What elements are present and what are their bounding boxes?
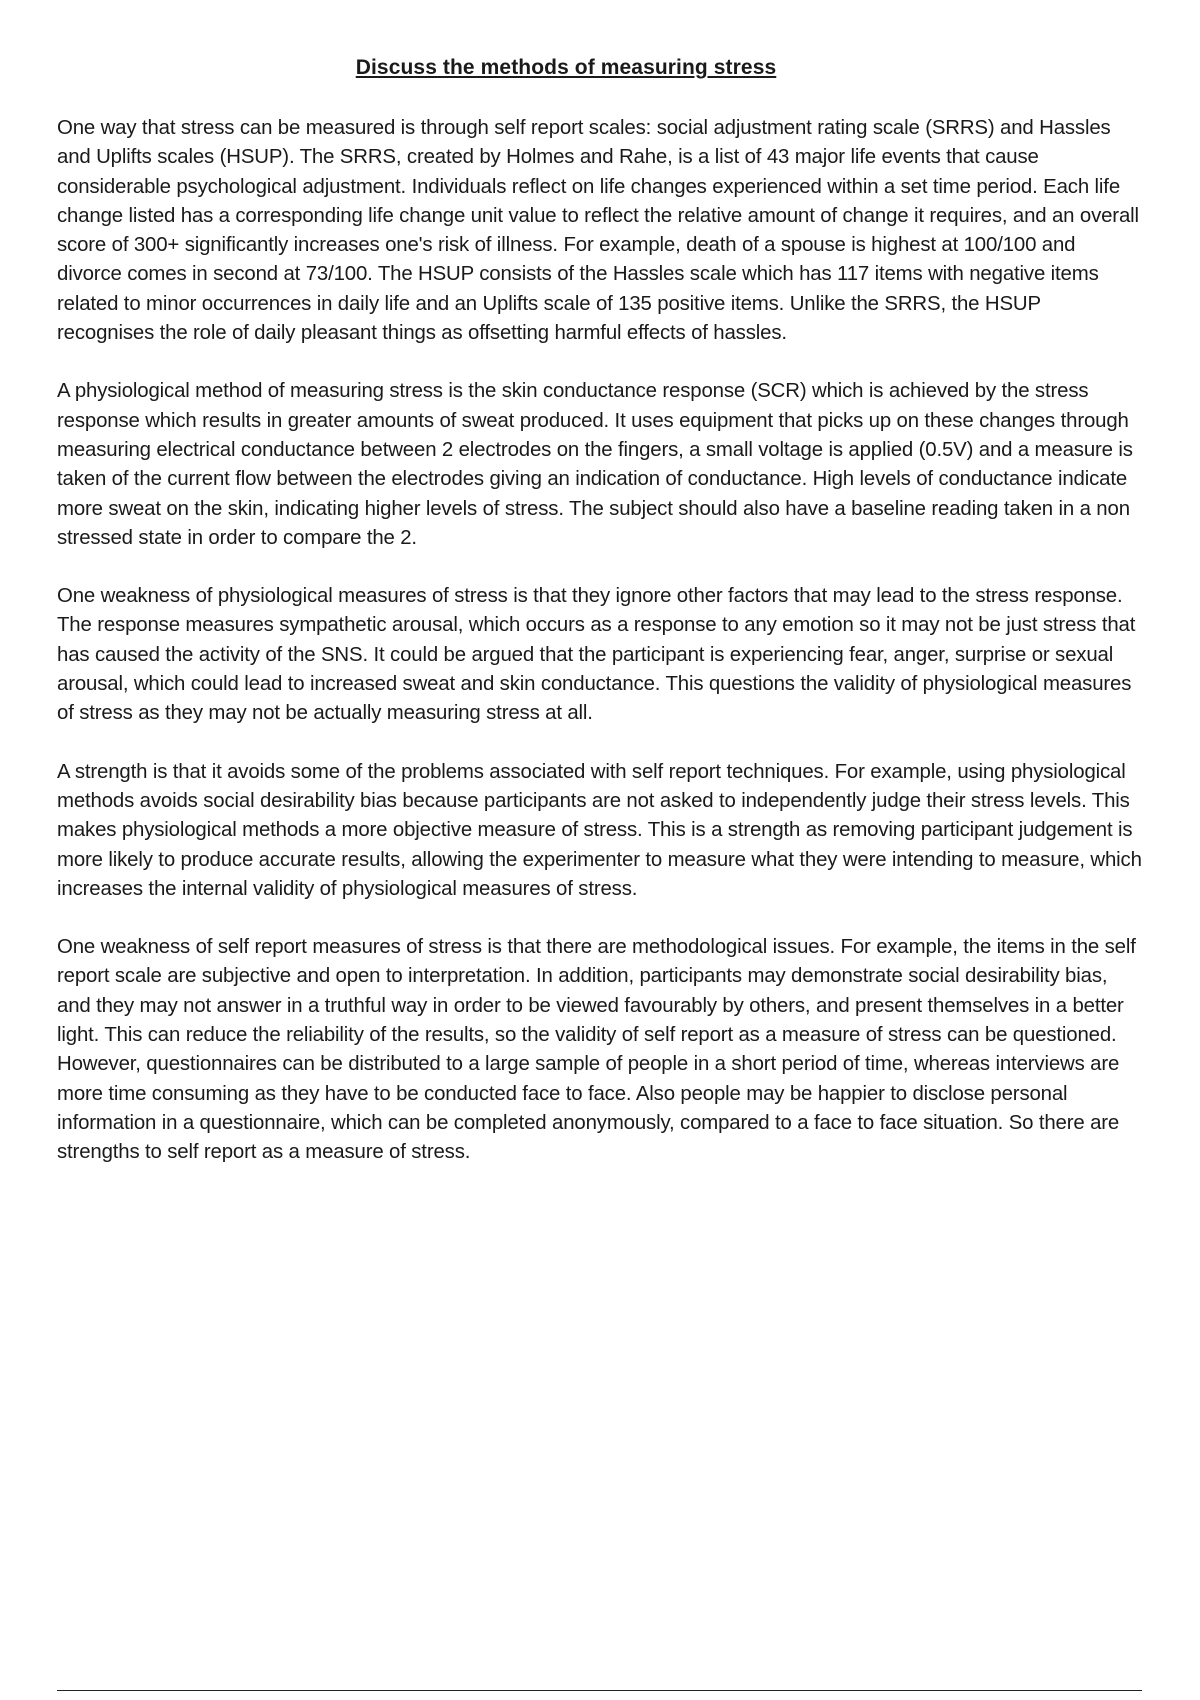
footer-divider (57, 1690, 1142, 1691)
paragraph-skin-conductance: A physiological method of measuring stress is the skin conductance response (SCR) which is achieved by the stress response which results in greater amounts of sweat produced. It uses equipment that picks up on these changes through measuring electrical conductance between 2 electrodes on the fingers, a small voltage is applied (0.5V) and a measure is taken of the current flow between the electrodes giving an indication of conductance. High levels of conductance indicate more sweat on the skin, indicating higher levels of stress. The subject should also have a baseline reading taken in a non stressed state in order to compare the 2. (57, 380, 1133, 549)
paragraph-self-report-weakness: One weakness of self report measures of stress is that there are methodological issues. For example, the items in the self report scale are subjective and open to interpretation. In addition, participants may demonstrate social desirability bias, and they may not answer in a truthful way in order to be viewed favourably by others, and present themselves in a better light. This can reduce the reliability of the results, so the validity of self report as a measure of stress can be questioned. However, questionnaires can be distributed to a large sample of people in a short period of time, whereas interviews are more time consuming as they have to be conducted face to face. Also people may be happier to disclose personal information in a questionnaire, which can be completed anonymously, compared to a face to face situation. So there are strengths to self report as a measure of stress. (57, 936, 1136, 1164)
document-title: Discuss the methods of measuring stress (355, 56, 777, 79)
document-body (57, 114, 1142, 1197)
paragraph-physiological-weakness: One weakness of physiological measures of stress is that they ignore other factors that may lead to the stress response. The response measures sympathetic arousal, which occurs as a response to any emotion so it may not be just stress that has caused the activity of the SNS. It could be argued that the participant is experiencing fear, anger, surprise or sexual arousal, which could lead to increased sweat and skin conductance. This questions the validity of physiological measures of stress as they may not be actually measuring stress at all. (57, 585, 1136, 725)
paragraph-self-report-scales: One way that stress can be measured is through self report scales: social adjustment rating scale (SRRS) and Hassles and Uplifts scales (HSUP). The SRRS, created by Holmes and Rahe, is a list of 43 major life events that cause considerable psychological adjustment. Individuals reflect on life changes experienced within a set time period. Each life change listed has a corresponding life change unit value to reflect the relative amount of change it requires, and an overall score of 300+ significantly increases one's risk of illness. For example, death of a spouse is highest at 100/100 and divorce comes in second at 73/100. The HSUP consists of the Hassles scale which has 117 items with negative items related to minor occurrences in daily life and an Uplifts scale of 135 positive items. Unlike the SRRS, the HSUP recognises the role of daily pleasant things as offsetting harmful effects of hassles. (57, 117, 1139, 345)
paragraph-physiological-strength: A strength is that it avoids some of the problems associated with self report techniques. For example, using physiological methods avoids social desirability bias because participants are not asked to independently judge their stress levels. This makes physiological methods a more objective measure of stress. This is a strength as removing participant judgement is more likely to produce accurate results, allowing the experimenter to measure what they were intending to measure, which increases the internal validity of physiological measures of stress. (57, 760, 1142, 900)
